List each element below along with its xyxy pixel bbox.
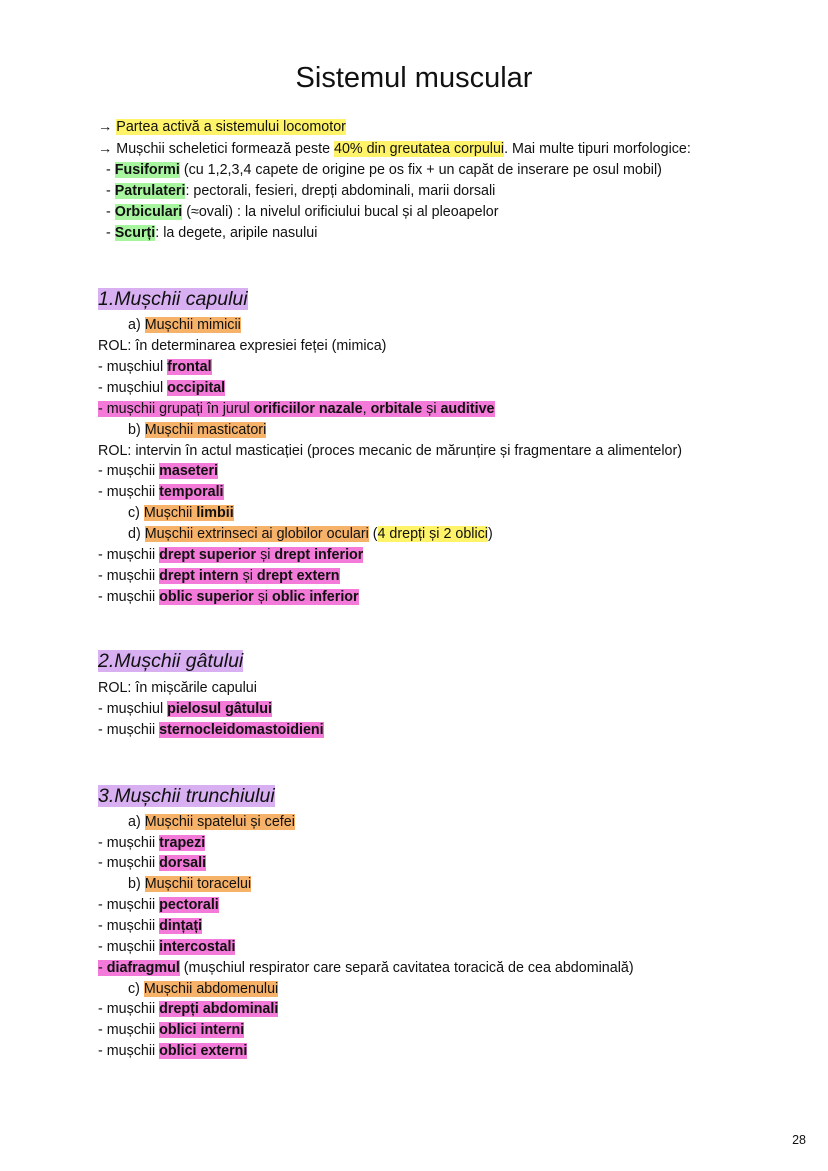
type-patrulateri <box>106 181 495 201</box>
text: oblic superior <box>159 589 254 605</box>
list-item <box>98 937 235 957</box>
list-item <box>98 587 359 607</box>
text: b) <box>128 876 145 892</box>
text: : pectorali, fesieri, drepți abdominali, marii dorsali <box>185 183 496 199</box>
highlight-note: 4 drepți și 2 oblici <box>377 526 488 542</box>
text: ( <box>368 526 378 542</box>
sub-a-mimicii <box>128 315 241 335</box>
text: Mușchii scheletici formează peste <box>116 141 335 157</box>
list-item <box>98 1041 247 1061</box>
text: . Mai multe tipuri morfologice: <box>504 141 691 157</box>
text: - mușchii <box>98 463 160 479</box>
term: orificiilor nazale <box>253 401 363 417</box>
text: - mușchii <box>98 568 160 584</box>
text: - mușchii <box>98 547 160 563</box>
text: , <box>362 401 371 417</box>
list-item <box>98 378 225 398</box>
highlight-subheading: Mușchii mimicii <box>144 317 241 333</box>
sub-d-oculari <box>128 524 493 544</box>
sub-b-masticatori <box>128 420 266 440</box>
list-item <box>98 566 340 586</box>
dash: - <box>98 960 107 976</box>
term: pielosul gâtului <box>167 701 272 717</box>
text: drept extern <box>256 568 340 584</box>
list-item <box>98 833 205 853</box>
term-patrulateri: Patrulateri <box>114 183 186 199</box>
term-orbiculari: Orbiculari <box>114 204 183 220</box>
term-scurti: Scurți <box>114 225 156 241</box>
text: drept intern <box>159 568 239 584</box>
section-heading-trunk <box>98 783 275 809</box>
term: dorsali <box>159 855 207 871</box>
dash: - <box>106 183 115 199</box>
list-item <box>98 545 363 565</box>
highlight-subheading: Mușchii spatelui și cefei <box>144 814 295 830</box>
text: ) <box>487 526 493 542</box>
highlight-line <box>98 401 495 417</box>
text: - mușchii <box>98 1043 160 1059</box>
sub-c-limbii <box>128 503 234 523</box>
list-item <box>98 399 495 419</box>
term: sternocleidomastoidieni <box>159 722 324 738</box>
list-item <box>98 720 324 740</box>
heading-text: 3.Mușchii trunchiului <box>98 785 275 807</box>
list-item <box>98 853 206 873</box>
text: b) <box>128 422 145 438</box>
text: - mușchii <box>98 918 160 934</box>
heading-text: 1.Mușchii capului <box>98 288 248 310</box>
dash: - <box>106 204 115 220</box>
arrow: → <box>98 119 117 135</box>
term: orbitale <box>370 401 423 417</box>
arrow: → <box>98 141 117 157</box>
term: drepți abdominali <box>159 1001 279 1017</box>
highlight-subheading: Mușchii toracelui <box>144 876 252 892</box>
sub-b-toracelui <box>128 874 251 894</box>
text: - mușchii <box>98 722 160 738</box>
type-scurti <box>106 223 317 243</box>
term: occipital <box>167 380 226 396</box>
list-item <box>98 1020 244 1040</box>
text: și <box>253 589 272 605</box>
type-fusiformi <box>106 160 662 180</box>
text: - mușchii <box>98 589 160 605</box>
text: - mușchii <box>98 939 160 955</box>
text: d) <box>128 526 145 542</box>
highlight-subheading: Mușchii extrinseci ai globilor oculari <box>144 526 369 542</box>
list-item <box>98 357 212 377</box>
term <box>159 547 363 563</box>
text: și <box>256 547 275 563</box>
highlight-weight: 40% din greutatea corpului <box>334 141 505 157</box>
dash: - <box>98 401 107 417</box>
rol-mimicii: ROL: în determinarea expresiei feței (mimica) <box>98 338 387 354</box>
dash: - <box>106 225 115 241</box>
highlight-subheading: Mușchii abdomenului <box>143 981 279 997</box>
text: (≈ovali) : la nivelul orificiului bucal și al pleoapelor <box>182 204 499 220</box>
list-item <box>98 699 272 719</box>
text: - mușchiul <box>98 380 168 396</box>
text: - mușchii <box>98 1001 160 1017</box>
sub-a-spatelui <box>128 812 295 832</box>
heading-text: 2.Mușchii gâtului <box>98 650 244 672</box>
term: diafragmul <box>106 960 180 976</box>
text: a) <box>128 317 145 333</box>
highlight-subheading: Mușchii masticatori <box>144 422 267 438</box>
term <box>159 568 339 584</box>
rol-neck: ROL: în mișcările capului <box>98 680 257 696</box>
list-item <box>98 999 278 1019</box>
rol-masticatori: ROL: intervin în actul masticației (proces mecanic de mărunțire și fragmentare a alimentelor) <box>98 443 683 459</box>
text: drept inferior <box>274 547 364 563</box>
section-heading-neck <box>98 648 243 674</box>
page-title: Sistemul muscular <box>295 62 533 94</box>
list-item <box>98 958 634 978</box>
text: c) <box>128 505 144 521</box>
term <box>159 589 358 605</box>
dash: - <box>106 162 115 178</box>
term: dințați <box>159 918 203 934</box>
text: : la degete, aripile nasului <box>155 225 318 241</box>
text: mușchii grupați în jurul <box>106 401 254 417</box>
highlight-subheading <box>144 505 234 521</box>
text: c) <box>128 981 144 997</box>
text: (mușchiul respirator care separă cavitatea toracică de cea abdominală) <box>179 960 634 976</box>
term: intercostali <box>159 939 236 955</box>
term: auditive <box>440 401 495 417</box>
text: a) <box>128 814 145 830</box>
highlight-active-part: Partea activă a sistemului locomotor <box>116 119 346 135</box>
section-heading-head <box>98 286 248 312</box>
text: oblic inferior <box>272 589 359 605</box>
text: - mușchii <box>98 897 160 913</box>
list-item <box>98 482 224 502</box>
sub-c-abdomenului <box>128 979 278 999</box>
term: limbii <box>196 505 234 521</box>
text: și <box>238 568 257 584</box>
text: Mușchii <box>143 505 197 521</box>
text: - mușchiul <box>98 701 168 717</box>
term: pectorali <box>159 897 219 913</box>
text: și <box>422 401 441 417</box>
list-item <box>98 461 218 481</box>
intro-line-active-part <box>98 117 346 137</box>
list-item <box>98 895 219 915</box>
text: - mușchii <box>98 1022 160 1038</box>
term-fusiformi: Fusiformi <box>114 162 180 178</box>
text: drept superior <box>159 547 257 563</box>
highlight-line <box>98 960 180 976</box>
text: - mușchii <box>98 835 160 851</box>
text: - mușchii <box>98 855 160 871</box>
text: - mușchiul <box>98 359 168 375</box>
term: oblici externi <box>159 1043 248 1059</box>
term: frontal <box>167 359 212 375</box>
page-number: 28 <box>792 1133 806 1147</box>
intro-line-weight <box>98 139 691 159</box>
list-item <box>98 916 202 936</box>
term: oblici interni <box>159 1022 245 1038</box>
text: - mușchii <box>98 484 160 500</box>
term: maseteri <box>159 463 218 479</box>
type-orbiculari <box>106 202 498 222</box>
text: (cu 1,2,3,4 capete de origine pe os fix + un capăt de inserare pe osul mobil) <box>179 162 662 178</box>
term: temporali <box>159 484 224 500</box>
term: trapezi <box>159 835 206 851</box>
